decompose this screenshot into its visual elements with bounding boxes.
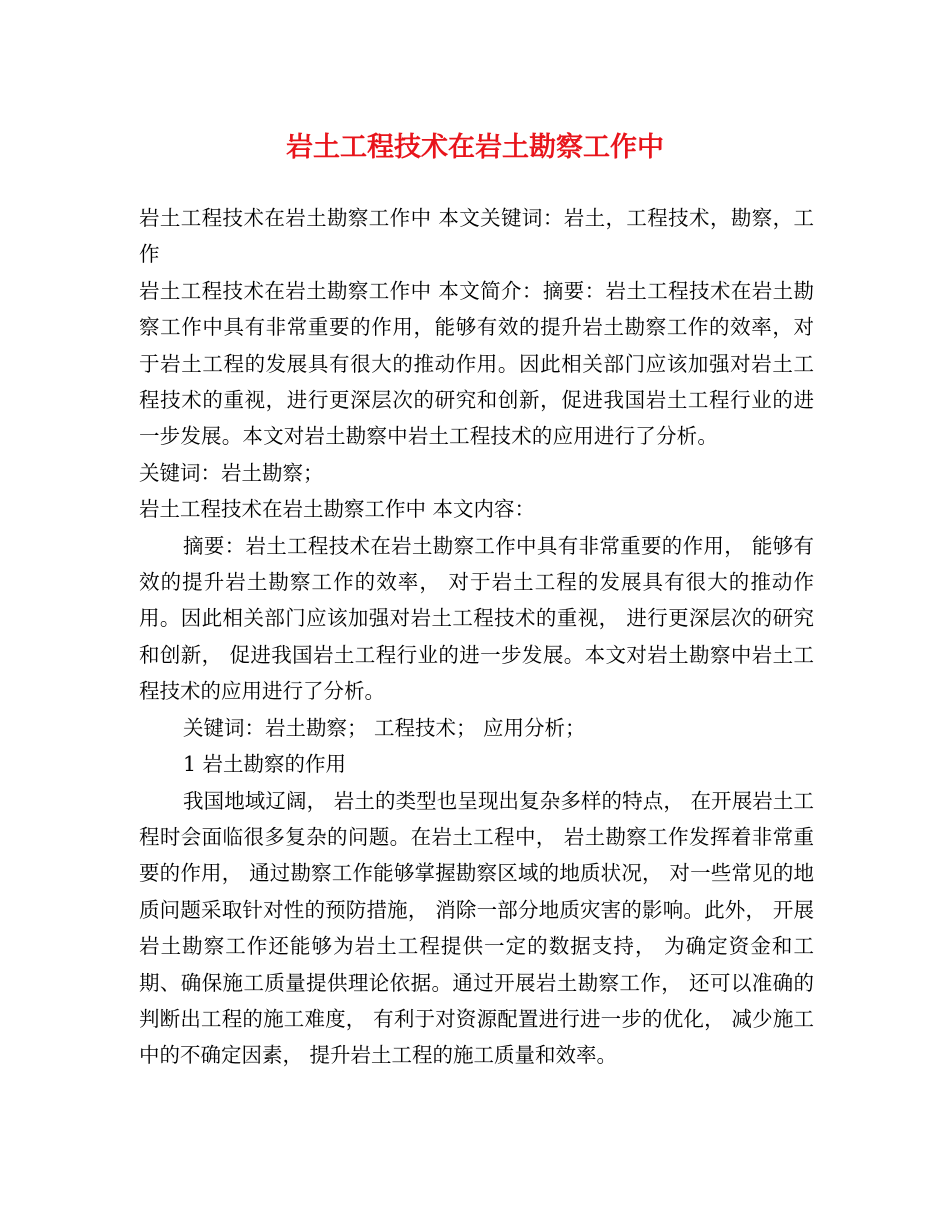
meta-summary	[139, 273, 814, 491]
meta-content-line: 岩土工程技术在岩土勘察工作中 本文内容：	[139, 497, 536, 522]
section-body-paragraph: 我国地域辽阔， 岩土的类型也呈现出复杂多样的特点， 在开展岩土工程时会面临很多复杂的问题。在岩土工程中， 岩土勘察工作发挥着非常重要的作用， 通过勘察工作能够掌握勘察区域的地质状况， 对一些常见的地质问题采取针对性的预防措施， 消除一部分地质灾害的影响。此外， 开展岩土勘察工作还能够为岩土工程提供一定的数据支持， 为确定资金和工期、确保施工质量提供理论依据。通过开展岩土勘察工作， 还可以准确的判断出工程的施工难度， 有利于对资源配置进行进一步的优化， 减少施工中的不确定因素， 提升岩土工程的施工质量和效率。	[139, 788, 814, 1068]
meta-keywords-line: 岩土工程技术在岩土勘察工作中 本文关键词：岩土，工程技术，勘察，工作	[139, 206, 814, 267]
section-heading: 1 岩土勘察的作用	[183, 752, 347, 777]
keywords-paragraph: 关键词：岩土勘察； 工程技术； 应用分析；	[183, 715, 586, 740]
meta-summary-text: 岩土工程技术在岩土勘察工作中 本文简介：摘要：岩土工程技术在岩土勘察工作中具有非常重要的作用，能够有效的提升岩土勘察工作的效率，对于岩土工程的发展具有很大的推动作用。因此相关部门应该加强对岩土工程技术的重视，进行更深层次的研究和创新，促进我国岩土工程行业的进一步发展。本文对岩土勘察中岩土工程技术的应用进行了分析。	[139, 278, 814, 449]
page-title: 岩土工程技术在岩土勘察工作中	[286, 132, 664, 163]
meta-summary-keywords: 关键词：岩土勘察；	[139, 460, 324, 485]
abstract-paragraph: 摘要：岩土工程技术在岩土勘察工作中具有非常重要的作用， 能够有效的提升岩土勘察工作的效率， 对于岩土工程的发展具有很大的推动作用。因此相关部门应该加强对岩土工程技术的重视， 进行更深层次的研究和创新， 促进我国岩土工程行业的进一步发展。本文对岩土勘察中岩土工程技术的应用进行了分析。	[139, 533, 814, 704]
document-body	[139, 200, 814, 1074]
